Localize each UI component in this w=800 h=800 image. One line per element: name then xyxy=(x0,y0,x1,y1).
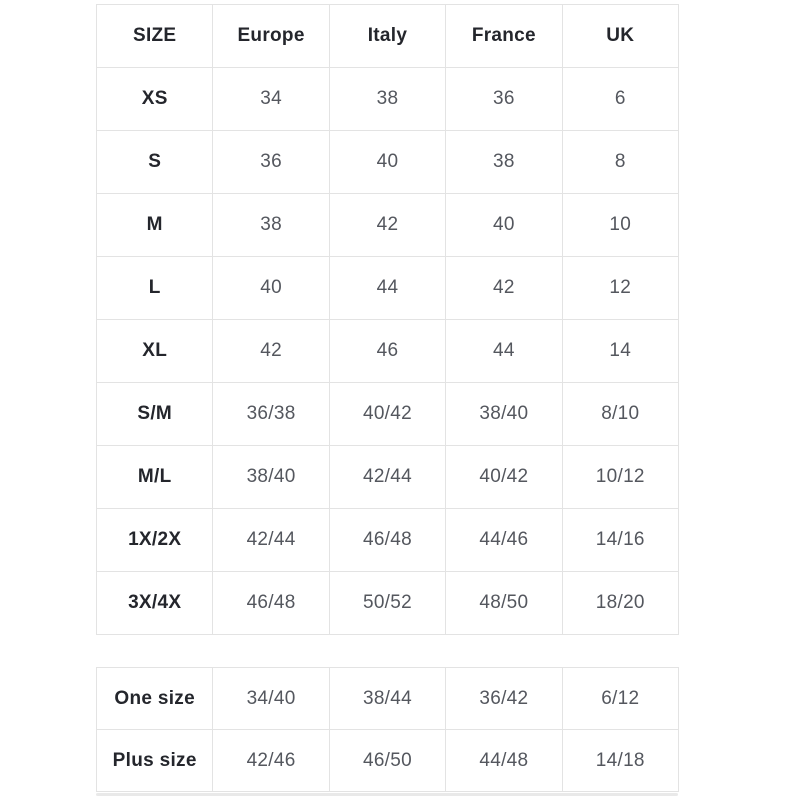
size-value-cell: 34 xyxy=(213,68,329,131)
size-value-cell: 40/42 xyxy=(329,383,445,446)
size-value-cell: 40 xyxy=(329,131,445,194)
size-value-cell: 38/40 xyxy=(213,446,329,509)
table-row xyxy=(97,509,679,572)
size-value-cell: 38 xyxy=(446,131,562,194)
size-value-cell: 8 xyxy=(562,131,678,194)
size-conversion-table xyxy=(96,4,679,635)
size-value-cell: 10 xyxy=(562,194,678,257)
table-row xyxy=(97,194,679,257)
size-value-cell: 36 xyxy=(446,68,562,131)
size-label-cell: One size xyxy=(97,668,213,730)
size-label-cell: Plus size xyxy=(97,730,213,792)
size-value-cell: 46 xyxy=(329,320,445,383)
column-header-size: SIZE xyxy=(97,5,213,68)
column-header-uk: UK xyxy=(562,5,678,68)
size-value-cell: 42 xyxy=(213,320,329,383)
size-value-cell: 12 xyxy=(562,257,678,320)
size-label-cell: 3X/4X xyxy=(97,572,213,635)
size-label-cell: XS xyxy=(97,68,213,131)
table-row xyxy=(97,320,679,383)
size-value-cell: 44/46 xyxy=(446,509,562,572)
size-value-cell: 14/16 xyxy=(562,509,678,572)
size-label-cell: XL xyxy=(97,320,213,383)
table-row xyxy=(97,68,679,131)
size-value-cell: 44 xyxy=(329,257,445,320)
size-value-cell: 36/42 xyxy=(446,668,562,730)
size-value-cell: 38/40 xyxy=(446,383,562,446)
column-header-europe: Europe xyxy=(213,5,329,68)
table-row xyxy=(97,572,679,635)
size-label-cell: S xyxy=(97,131,213,194)
size-value-cell: 36 xyxy=(213,131,329,194)
size-value-cell: 42 xyxy=(446,257,562,320)
size-value-cell: 36/38 xyxy=(213,383,329,446)
column-header-france: France xyxy=(446,5,562,68)
table-row xyxy=(97,446,679,509)
size-value-cell: 48/50 xyxy=(446,572,562,635)
size-value-cell: 38/44 xyxy=(329,668,445,730)
size-value-cell: 40 xyxy=(213,257,329,320)
horizontal-scroll-track xyxy=(96,793,678,796)
size-table-header xyxy=(97,5,679,68)
size-value-cell: 46/50 xyxy=(329,730,445,792)
column-header-italy: Italy xyxy=(329,5,445,68)
size-value-cell: 34/40 xyxy=(213,668,329,730)
size-label-cell: 1X/2X xyxy=(97,509,213,572)
size-value-cell: 6 xyxy=(562,68,678,131)
table-row xyxy=(97,730,679,792)
size-value-cell: 42/44 xyxy=(329,446,445,509)
size-label-cell: M xyxy=(97,194,213,257)
header-row xyxy=(97,5,679,68)
size-value-cell: 6/12 xyxy=(562,668,678,730)
size-value-cell: 14/18 xyxy=(562,730,678,792)
size-value-cell: 42/44 xyxy=(213,509,329,572)
size-value-cell: 40/42 xyxy=(446,446,562,509)
size-value-cell: 46/48 xyxy=(329,509,445,572)
size-label-cell: L xyxy=(97,257,213,320)
size-value-cell: 8/10 xyxy=(562,383,678,446)
size-value-cell: 38 xyxy=(213,194,329,257)
size-value-cell: 38 xyxy=(329,68,445,131)
size-value-cell: 42 xyxy=(329,194,445,257)
table-row xyxy=(97,131,679,194)
size-label-cell: M/L xyxy=(97,446,213,509)
size-value-cell: 14 xyxy=(562,320,678,383)
size-value-cell: 40 xyxy=(446,194,562,257)
size-value-cell: 50/52 xyxy=(329,572,445,635)
size-value-cell: 42/46 xyxy=(213,730,329,792)
table-row xyxy=(97,383,679,446)
size-value-cell: 18/20 xyxy=(562,572,678,635)
one-size-plus-size-table xyxy=(96,667,679,792)
table-row xyxy=(97,668,679,730)
size-value-cell: 10/12 xyxy=(562,446,678,509)
size-value-cell: 46/48 xyxy=(213,572,329,635)
size-value-cell: 44/48 xyxy=(446,730,562,792)
size-label-cell: S/M xyxy=(97,383,213,446)
table-row xyxy=(97,257,679,320)
size-value-cell: 44 xyxy=(446,320,562,383)
